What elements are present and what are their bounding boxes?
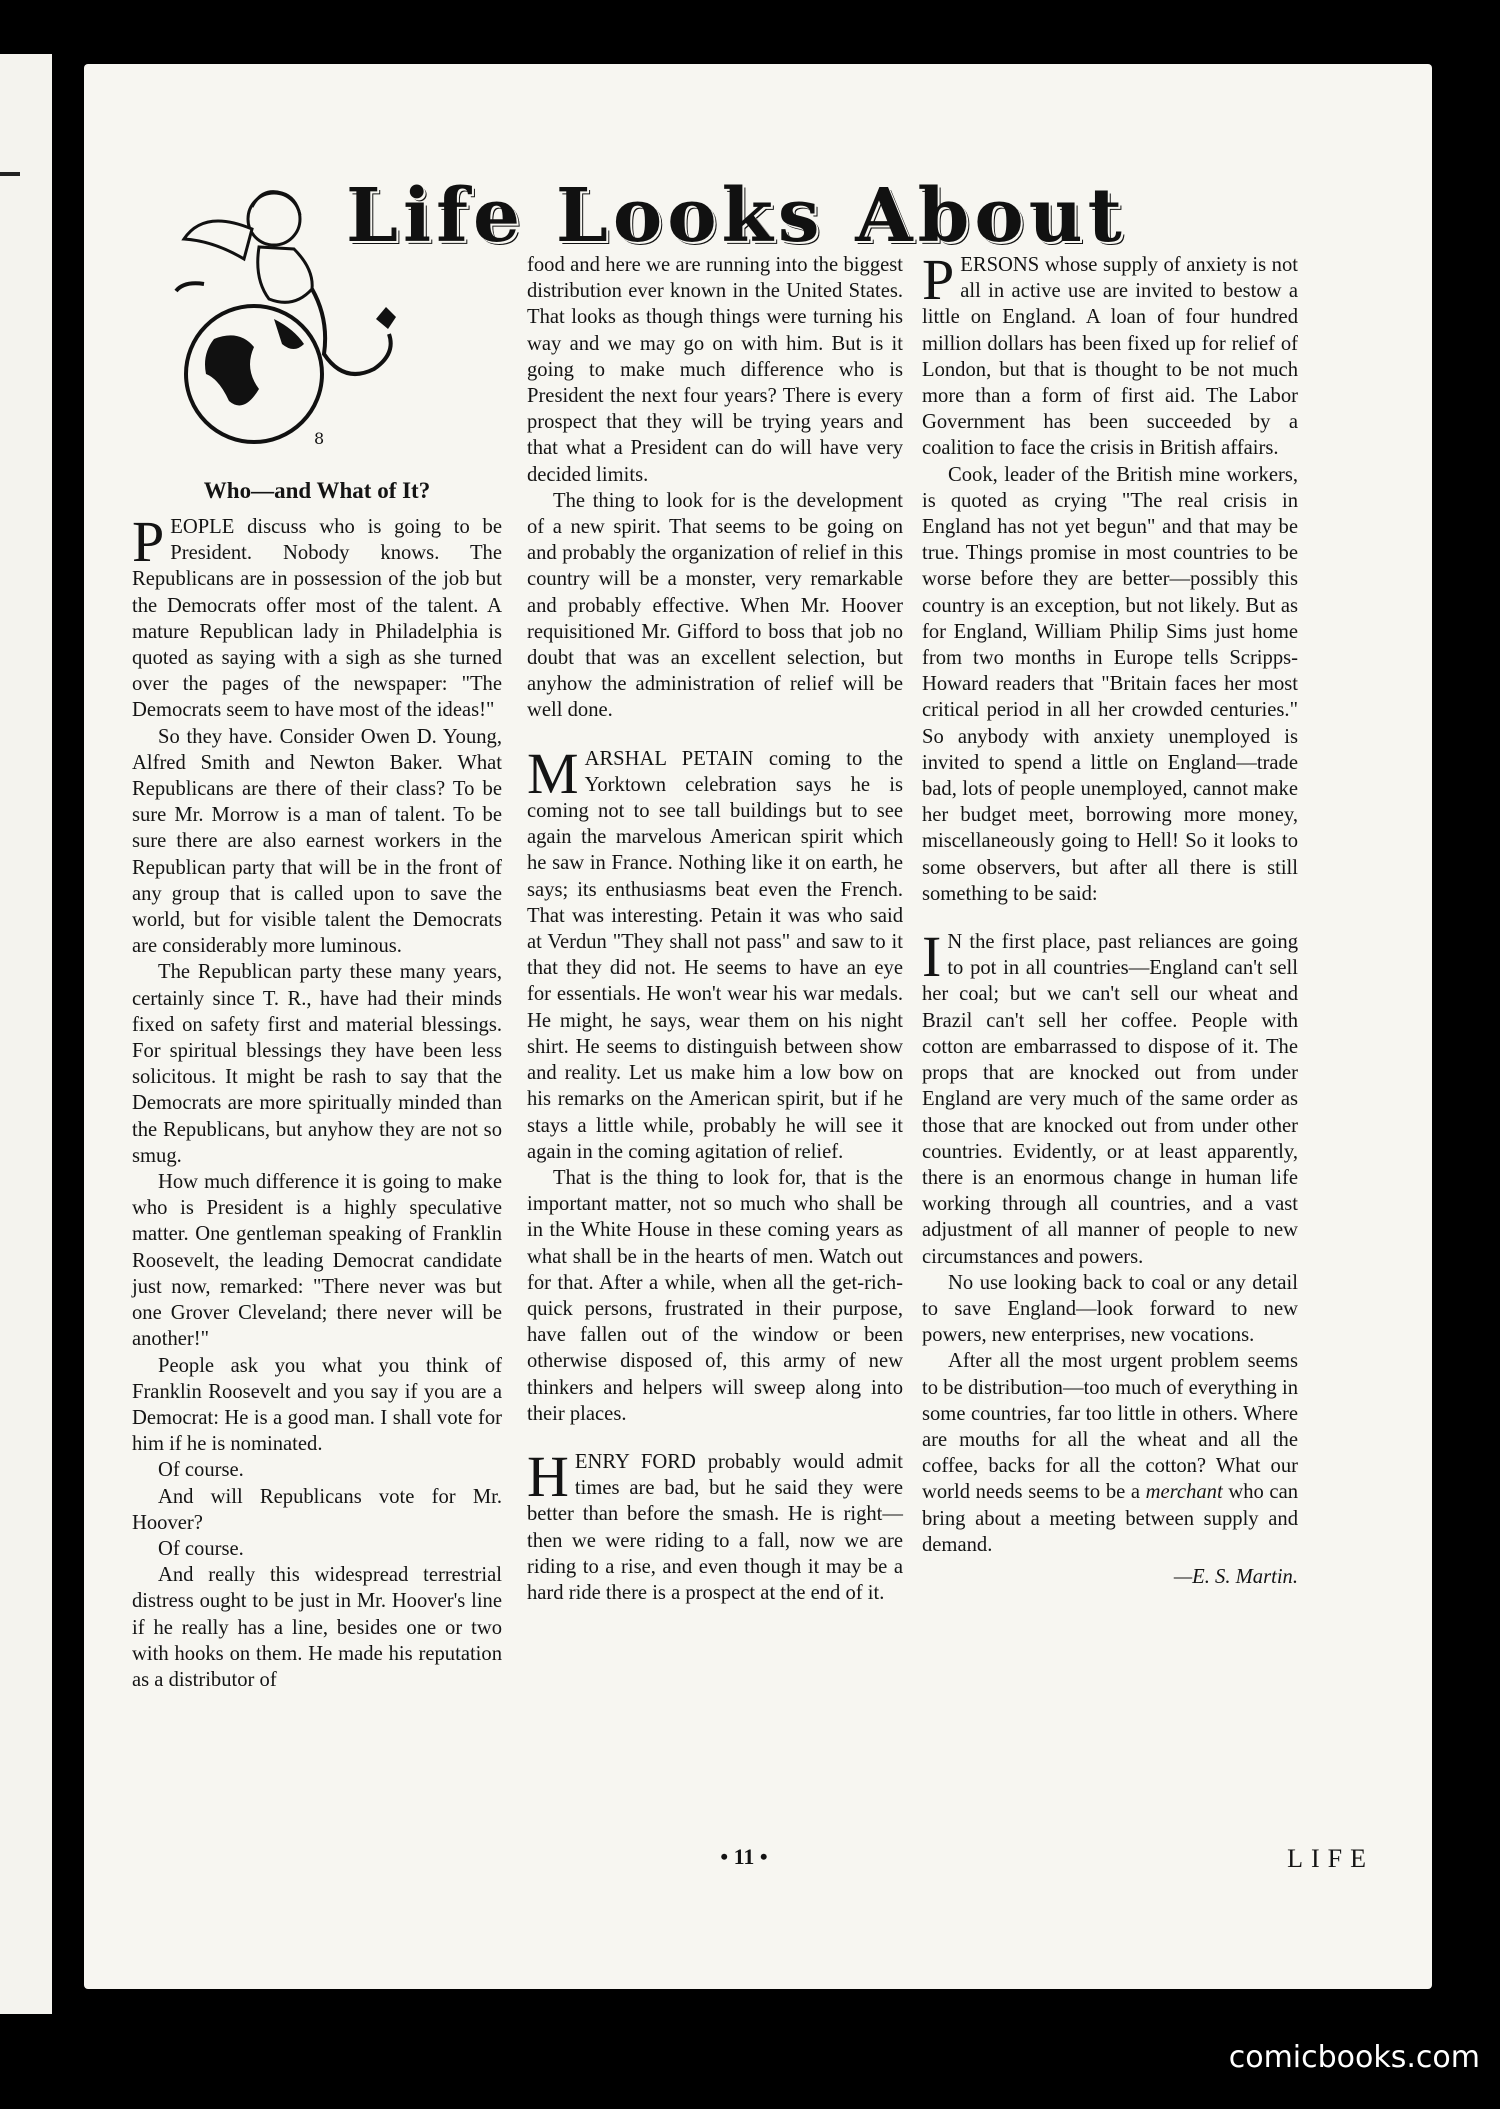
paragraph: So they have. Consider Owen D. Young, Alfred Smith and Newton Baker. What Republicans are there of their class? To be sure Mr. Morrow is a man of talent. To be sure there are also earnest workers in the Republican party that will be in the front of any group that is called upon to save the world, but for visible talent the Democrats are considerably more luminous. [132, 725, 502, 958]
flowing-sash [312, 289, 391, 374]
paragraph: Cook, leader of the British mine workers, is quoted as crying "The real crisis in England has not yet begun" and that may be true. Things promise in most countries to be worse before they are better—possibly this country is an exception, but not likely. But as for England, William Philip Sims just home from two months in Europe tells Scripps-Howard readers that "Britain faces her most critical period in all her crowded centuries." So anybody with anxiety unemployed is invited to spend a little on England—trade bad, lots of people unemployed, cannot make her budget meet, borrowing more money, miscellaneously going to Hell! So it looks to some observers, but after all there is still something to be said: [922, 463, 1298, 905]
cherub-wing [184, 221, 252, 259]
paragraph: And really this widespread terrestrial distress ought to be just in Mr. Hoover's line if he really has a line, besides one or two with hooks on them. He made his reputation as a distributor of [132, 1564, 502, 1691]
paragraph: And will Republicans vote for Mr. Hoover? [132, 1485, 502, 1534]
cherub-body [258, 247, 312, 302]
paragraph: PEOPLE discuss who is going to be President. Nobody knows. The Republicans are in possession of the job but the Democrats offer most of the talent. A mature Republican lady in Philadelphia is quoted as saying with a sigh as she turned over the pages of the newspaper: "The Democrats seem to have most of the ideas!" [132, 509, 502, 722]
magazine-name: LIFE [1287, 1844, 1374, 1873]
drop-cap: P [922, 247, 955, 312]
drop-cap: M [527, 740, 579, 806]
paragraph: After all the most urgent problem seems to be distribution—too much of everything in some countries, far too little in others. Where are mouths for all the wheat and all the coffee, backs for all the cotton? What our world needs seems to be a merchant who can bring about a meeting between supply and demand. [922, 1350, 1299, 1556]
paragraph: How much difference it is going to make who is President is a highly speculative matter. One gentleman speaking of Franklin Roosevelt, the leading Democrat candidate just now, remarked: "There never was but one Grover Cleveland; there never will be another!" [132, 1171, 502, 1351]
paragraph: People ask you what you think of Franklin Roosevelt and you say if you are a Democrat: He is a good man. I shall vote for him if he is nominated. [132, 1354, 502, 1456]
column-1 [132, 509, 502, 1693]
paragraph: I N the first place, past reliances are going to pot in all countries—England can't sell her coal; but we can't sell our wheat and Brazil can't sell her coffee. People with cotton are embarrassed to dispose of it. The props that are knocked out from under England are very much of the same order as those that are knocked out from under other countries. Evidently, or at least apparently, there is an enormous change in human life working through all countries, and a vast adjustment of all manner of people to new circumstances and powers. [922, 924, 1298, 1268]
paragraph: The thing to look for is the development of a new spirit. That seems to be going on and probably the organization of relief in this country will be a monster, very remarkable and probably effective. When Mr. Hoover requisitioned Mr. Gifford to boss that job no doubt that was an excellent selection, but anyhow the administration of relief will be well done. [527, 489, 903, 722]
little-bird [376, 307, 396, 329]
previous-page-edge [0, 54, 52, 2014]
paragraph: That is the thing to look for, that is the important matter, not so much who shall be in the White House in these coming years as what shall be in the hearts of men. Watch out for that. After a while, when all the get-rich-quick persons, frustrated in their purpose, have fallen out of the window or been otherwise disposed of, this army of new thinkers and helpers will sweep along into their places. [527, 1166, 903, 1425]
edge-mark [0, 172, 20, 176]
author-signature: —E. S. Martin. [1173, 1565, 1298, 1588]
paragraph: Of course. [158, 1459, 244, 1482]
magazine-page [84, 64, 1432, 1989]
paragraph: HENRY FORD probably would admit times are bad, but he said they were better than before the smash. He is right—then we were riding to a fall, now we are riding to a rise, and even though it may be a hard ride there is a prospect at the end of it. [527, 1443, 903, 1604]
paragraph: No use looking back to coal or any detail to save England—look forward to new powers, new enterprises, new vocations. [922, 1271, 1298, 1347]
page-number: • 11 • [720, 1844, 768, 1869]
paragraph: The Republican party these many years, certainly since T. R., have had their minds fixed on safety first and material blessings. For spiritual blessings they have been less solicitous. It might be rash to say that the Democrats are more spiritually minded than the Republicans, but anyhow they are not so smug. [132, 961, 502, 1167]
drop-cap: H [527, 1443, 569, 1509]
column-2 [527, 252, 903, 1606]
artist-signature: 8 [314, 429, 325, 448]
drop-cap: I [922, 924, 942, 990]
paragraph: food and here we are running into the biggest distribution ever known in the United States. That looks as though things were turning his way and we may go on with him. But is it going to make much difference who is President the next four years? There is every prospect that they will be trying years and that what a President can do will have very decided limits. [527, 254, 903, 486]
article [84, 64, 1432, 1989]
site-watermark: comicbooks.com [1228, 2040, 1480, 2075]
paragraph: PERSONS whose supply of anxiety is not all in active use are invited to bestow a little on England. A loan of four hundred million dollars has been fixed up for relief of London, but that is thought to be not much more than a form of first aid. The Labor Government has been succeeded by a coalition to face the crisis in British affairs. [922, 247, 1298, 460]
paragraph: Of course. [158, 1537, 244, 1560]
paragraph: MARSHAL PETAIN coming to the Yorktown celebration says he is coming not to see tall buildings but to see again the marvelous American spirit which he saw in France. Nothing like it on earth, he says; its enthusiasms beat even the French. That was interesting. Petain it was who said at Verdun "They shall not pass" and saw to it that they did not. He seems to have an eye for essentials. He won't wear his war medals. He might, he says, wear them on his night shirt. He seems to distinguish between show and reality. Let us make him a low bow on his remarks on the American spirit, but if he stays a little while, probably he will see it again in the coming agitation of relief. [527, 740, 903, 1163]
column-3 [922, 247, 1299, 1590]
section-masthead: Life Looks About [346, 173, 1127, 259]
article-headline: Who—and What of It? [203, 478, 431, 503]
drop-cap: P [132, 509, 165, 574]
